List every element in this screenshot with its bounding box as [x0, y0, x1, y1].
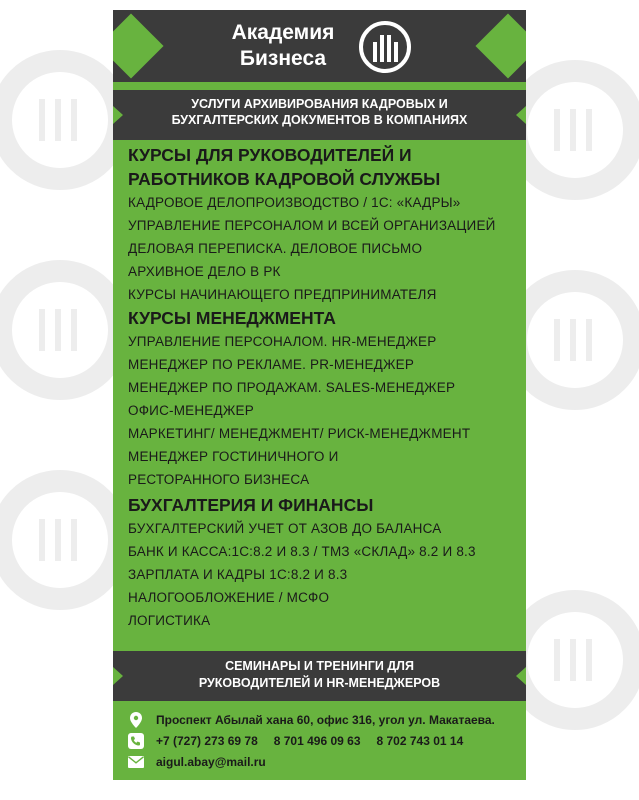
ribbon-notch-right: [516, 106, 526, 124]
services-line-2: БУХГАЛТЕРСКИХ ДОКУМЕНТОВ В КОМПАНИЯХ: [171, 113, 468, 127]
phone-numbers: [156, 734, 463, 748]
ribbon-notch-left: [113, 106, 123, 124]
address-row: [128, 710, 495, 730]
section-title-line: КУРСЫ ДЛЯ РУКОВОДИТЕЛЕЙ И: [128, 145, 412, 165]
course-list: [128, 143, 523, 632]
course-item: ЛОГИСТИКА: [128, 613, 211, 628]
section-management: [128, 306, 523, 491]
ribbon-notch-right: [516, 667, 526, 685]
section-hr: [128, 143, 523, 306]
phone-icon: [128, 733, 144, 749]
mail-icon: [128, 754, 144, 770]
watermark-logo: [0, 470, 130, 610]
flyer-card: [113, 10, 526, 780]
logo-columns-icon: [358, 20, 412, 74]
course-item: ЗАРПЛАТА И КАДРЫ 1С:8.2 И 8.3: [128, 567, 348, 582]
course-item: БУХГАЛТЕРСКИЙ УЧЕТ ОТ АЗОВ ДО БАЛАНСА: [128, 521, 442, 536]
section-title-line: БУХГАЛТЕРИЯ И ФИНАНСЫ: [128, 495, 374, 515]
course-item: МЕНЕДЖЕР ПО РЕКЛАМЕ. PR-МЕНЕДЖЕР: [128, 357, 415, 372]
seminars-line-2: РУКОВОДИТЕЛЕЙ И HR-МЕНЕДЖЕРОВ: [198, 676, 441, 690]
course-item: КУРСЫ НАЧИНАЮЩЕГО ПРЕДПРИНИМАТЕЛЯ: [128, 287, 437, 302]
course-item: НАЛОГООБЛОЖЕНИЕ / МСФО: [128, 590, 330, 605]
services-line-1: УСЛУГИ АРХИВИРОВАНИЯ КАДРОВЫХ И: [191, 97, 448, 111]
course-item: МЕНЕДЖЕР ПО ПРОДАЖАМ. SALES-МЕНЕДЖЕР: [128, 380, 456, 395]
course-item: АРХИВНОЕ ДЕЛО В РК: [128, 264, 281, 279]
address-text: Проспект Абылай хана 60, офис 316, угол ул. Макатаева.: [156, 713, 495, 727]
phone-number[interactable]: 8 702 743 01 14: [376, 734, 464, 748]
course-item: МАРКЕТИНГ/ МЕНЕДЖМЕНТ/ РИСК-МЕНЕДЖМЕНТ: [128, 426, 471, 441]
course-item: УПРАВЛЕНИЕ ПЕРСОНАЛОМ. HR-МЕНЕДЖЕР: [128, 334, 437, 349]
section-accounting: [128, 493, 523, 632]
ribbon-notch-left: [113, 667, 123, 685]
course-item: ОФИС-МЕНЕДЖЕР: [128, 403, 254, 418]
phone-row: [128, 731, 463, 751]
brand-line-1: Академия: [231, 21, 335, 44]
phone-number[interactable]: 8 701 496 09 63: [273, 734, 361, 748]
course-item: МЕНЕДЖЕР ГОСТИНИЧНОГО И: [128, 449, 339, 464]
phone-number[interactable]: +7 (727) 273 69 78: [156, 734, 258, 748]
seminars-line-1: СЕМИНАРЫ И ТРЕНИНГИ ДЛЯ: [225, 659, 414, 673]
watermark-logo: [0, 260, 130, 400]
course-item: РЕСТОРАННОГО БИЗНЕСА: [128, 472, 310, 487]
services-ribbon-text: [133, 96, 506, 128]
email-link[interactable]: aigul.abay@mail.ru: [156, 755, 266, 769]
course-item: КАДРОВОЕ ДЕЛОПРОИЗВОДСТВО / 1С: «КАДРЫ»: [128, 195, 461, 210]
watermark-logo: [0, 50, 130, 190]
email-row: [128, 752, 266, 772]
section-title-line: КУРСЫ МЕНЕДЖМЕНТА: [128, 308, 336, 328]
course-item: ДЕЛОВАЯ ПЕРЕПИСКА. ДЕЛОВОЕ ПИСЬМО: [128, 241, 423, 256]
brand-name: [213, 20, 353, 72]
brand-line-2: Бизнеса: [239, 47, 327, 70]
seminars-ribbon-text: [133, 658, 506, 692]
course-item: БАНК И КАССА:1С:8.2 И 8.3 / ТМЗ «СКЛАД» 8.2 И 8.3: [128, 544, 476, 559]
location-pin-icon: [128, 712, 144, 728]
course-item: УПРАВЛЕНИЕ ПЕРСОНАЛОМ И ВСЕЙ ОРГАНИЗАЦИЕЙ: [128, 218, 496, 233]
section-title-line: РАБОТНИКОВ КАДРОВОЙ СЛУЖБЫ: [128, 169, 441, 189]
